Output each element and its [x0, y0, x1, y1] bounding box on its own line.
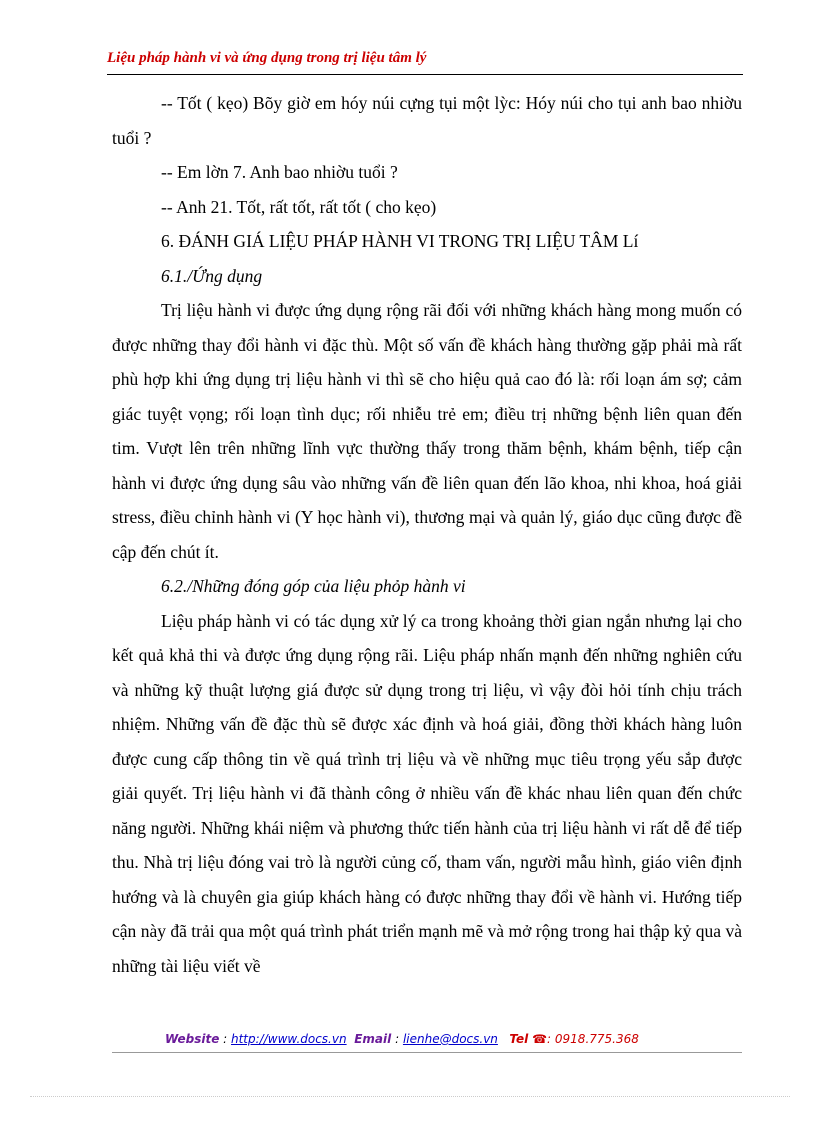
email-label: Email: [354, 1032, 392, 1046]
page-bottom-dotted-border: [30, 1096, 790, 1097]
tel-number: : 0918.775.368: [547, 1032, 639, 1046]
section-6-heading: 6. ĐÁNH GIÁ LIỆU PHÁP HÀNH VI TRONG TRỊ LIỆU TÂM Lí: [161, 231, 639, 251]
website-separator: :: [219, 1032, 231, 1046]
dialogue-line-1: -- Tốt ( kẹo) Bõy giờ em hóy núi cựng tụi một lỳc: Hóy núi cho tụi anh bao nhiờu tuổi ?: [112, 93, 742, 148]
footer-divider: [112, 1052, 742, 1053]
section-6-1-heading: 6.1./Ứng dụng: [161, 265, 263, 286]
header-divider: [107, 74, 743, 75]
page-footer: [165, 1032, 639, 1046]
email-separator: :: [391, 1032, 403, 1046]
dialogue-line-3: -- Anh 21. Tốt, rất tốt, rất tốt ( cho kẹo): [161, 196, 437, 217]
phone-icon: ☎: [532, 1032, 548, 1046]
document-body: [112, 86, 742, 983]
dialogue-line-2: -- Em lờn 7. Anh bao nhiờu tuổi ?: [161, 162, 398, 182]
section-6-1-paragraph: Trị liệu hành vi được ứng dụng rộng rãi đối với những khách hàng mong muốn có được những thay đổi hành vi đặc thù. Một số vấn đề khách hàng thường gặp phải mà rất phù hợp khi ứng dụng trị liệu hành vi thì sẽ cho hiệu quả cao đó là: rối loạn ám sợ; cảm giác tuyệt vọng; rối loạn tình dục; rối nhiễu trẻ em; điều trị những bệnh liên quan đến tim. Vượt lên trên những lĩnh vực thường thấy trong thăm bệnh, khám bệnh, tiếp cận hành vi được ứng dụng sâu vào những vấn đề liên quan đến lão khoa, nhi khoa, hoá giải stress, điều chỉnh hành vi (Y học hành vi), thương mại và quản lý, giáo dục cũng được đề cập đến chút ít.: [112, 300, 742, 562]
section-6-2-paragraph: Liệu pháp hành vi có tác dụng xử lý ca trong khoảng thời gian ngắn nhưng lại cho kết quả khả thi và được ứng dụng rộng rãi. Liệu pháp nhấn mạnh đến những nghiên cứu và những kỹ thuật lượng giá được sử dụng trong trị liệu, vì vậy đòi hỏi tính chịu trách nhiệm. Những vấn đề đặc thù sẽ được xác định và hoá giải, đồng thời khách hàng luôn được cung cấp thông tin về quá trình trị liệu và về những mục tiêu trọng yếu sắp được giải quyết. Trị liệu hành vi đã thành công ở nhiều vấn đề khác nhau liên quan đến chức năng người. Những khái niệm và phương thức tiến hành của trị liệu hành vi rất dễ để tiếp thu. Nhà trị liệu đóng vai trò là người củng cố, tham vấn, người mẫu hình, giáo viên định hướng và là chuyên gia giúp khách hàng có được những thay đổi về hành vi. Hướng tiếp cận này đã trải qua một quá trình phát triển mạnh mẽ và mở rộng trong hai thập kỷ qua và những tài liệu viết về: [112, 610, 742, 976]
tel-label: Tel: [509, 1032, 529, 1046]
website-label: Website: [165, 1032, 220, 1046]
section-6-2-heading: 6.2./Những đóng góp của liệu phỏp hành vi: [161, 576, 466, 596]
email-link[interactable]: lienhe@docs.vn: [402, 1032, 498, 1046]
website-link[interactable]: http://www.docs.vn: [231, 1032, 347, 1046]
page-header-title: Liệu pháp hành vi và ứng dụng trong trị liệu tâm lý: [107, 50, 427, 66]
